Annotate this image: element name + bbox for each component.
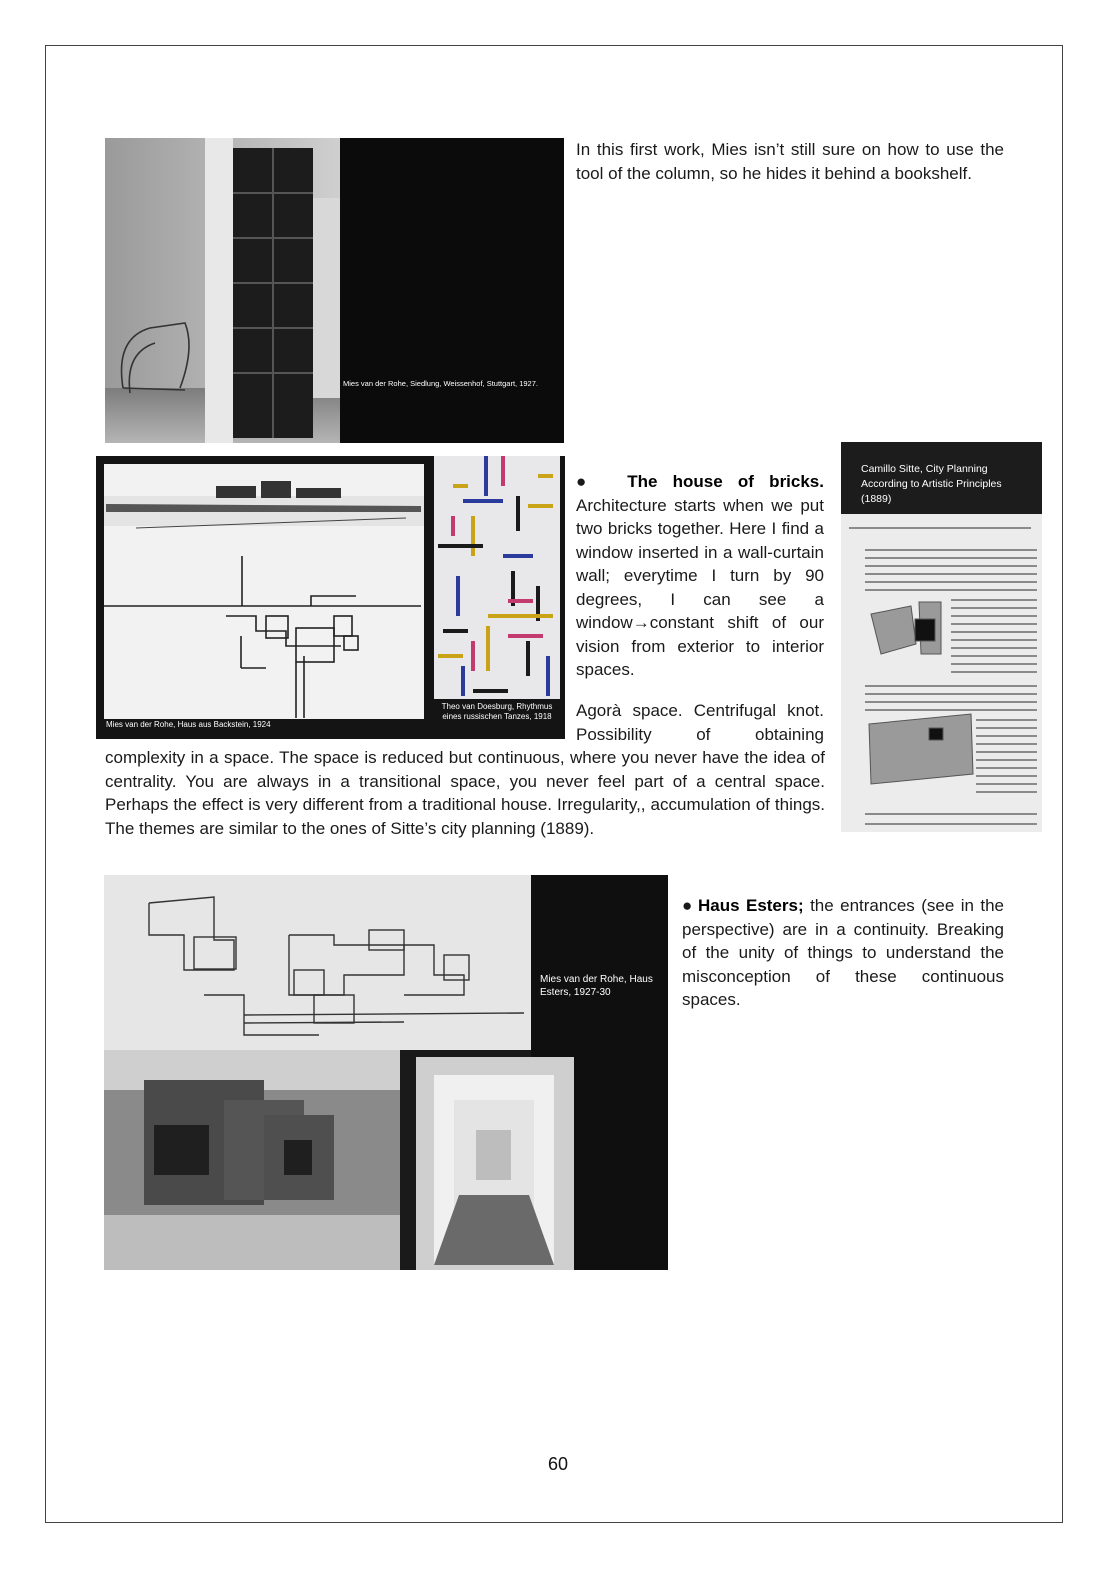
haus-esters-body: the entrances (see in the perspective) are in a continuity. Breaking of the unity of things to understand the misconception of these continuous spaces. <box>682 896 1004 1009</box>
haus-esters-heading: Haus Esters; <box>697 896 804 915</box>
haus-esters-caption: Mies van der Rohe, Haus Esters, 1927-30 <box>540 974 653 998</box>
haus-esters-text <box>682 894 1004 1012</box>
haus-esters-image <box>104 875 668 1270</box>
agora-text-start: Agorà space. Centrifugal knot. Possibility of obtaining <box>576 701 824 744</box>
haus-backstein-caption: Mies van der Rohe, Haus aus Backstein, 1924 <box>106 720 271 729</box>
bullet: ● <box>576 472 597 491</box>
bullet: ● <box>682 896 694 915</box>
weissenhof-text: In this first work, Mies isn’t still sure on how to use the tool of the column, so he hides it behind a bookshelf. <box>576 140 1004 183</box>
arrow-icon: → <box>632 613 650 632</box>
sitte-image <box>841 442 1042 832</box>
agora-text-rest: complexity in a space. The space is reduced but continuous, where you never have the idea of centrality. You are always in a transitional space, you never feel part of a central space. Perhaps the effect is very different from a traditional house. Irregularity,, accumulation of things. The themes are similar to the ones of Sitte’s city planning (1889). <box>105 748 825 838</box>
house-of-bricks-body-end: constant shift of our vision from exterior to interior spaces. <box>576 613 824 679</box>
weissenhof-image <box>105 138 564 443</box>
house-of-bricks-body: Architecture starts when we put two bricks together. Here I find a window inserted in a wall-curtain wall; everytime I turn by 90 degrees, I can see a window <box>576 495 824 632</box>
doesburg-caption: Theo van Doesburg, Rhythmus eines russischen Tanzes, 1918 <box>441 702 553 721</box>
haus-backstein-image <box>96 456 428 739</box>
sitte-caption: Camillo Sitte, City Planning According to Artistic Principles (1889) <box>861 463 1002 505</box>
doesburg-image <box>428 456 565 739</box>
house-of-bricks-heading: The house of bricks. <box>627 472 824 491</box>
page-number: 60 <box>547 1454 569 1474</box>
house-of-bricks-text <box>576 470 824 682</box>
weissenhof-caption: Mies van der Rohe, Siedlung, Weissenhof, Stuttgart, 1927. <box>343 379 538 388</box>
